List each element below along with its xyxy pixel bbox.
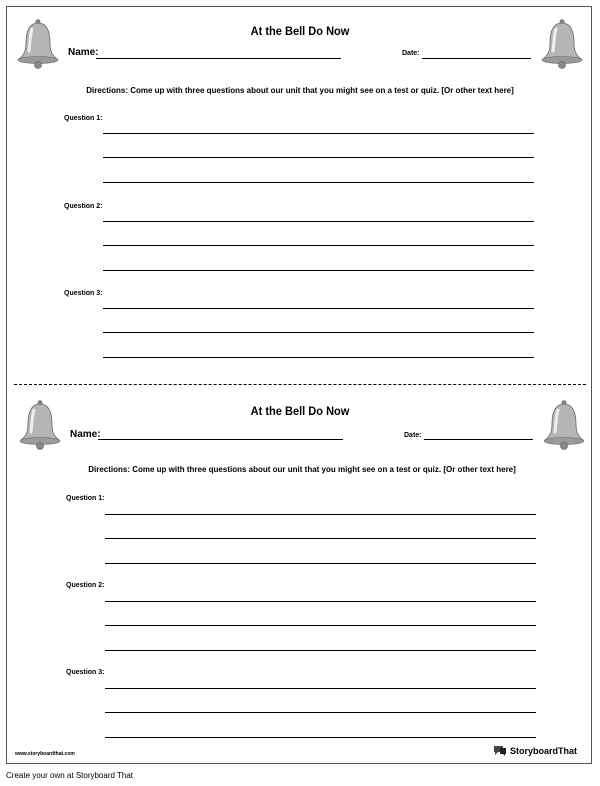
question-2-label: Question 2: bbox=[66, 582, 105, 589]
site-url: www.storyboardthat.com bbox=[15, 751, 75, 757]
answer-line[interactable] bbox=[105, 712, 536, 713]
answer-line[interactable] bbox=[103, 357, 534, 358]
cut-line-divider bbox=[14, 384, 586, 385]
question-2-label: Question 2: bbox=[64, 203, 103, 210]
answer-line[interactable] bbox=[105, 688, 536, 689]
brand-logo bbox=[493, 744, 577, 758]
answer-line[interactable] bbox=[103, 157, 534, 158]
name-field[interactable] bbox=[98, 439, 343, 440]
answer-line[interactable] bbox=[103, 245, 534, 246]
answer-line[interactable] bbox=[103, 270, 534, 271]
brand-name: StoryboardThat bbox=[510, 746, 578, 756]
worksheet-title: At the Bell Do Now bbox=[250, 404, 350, 418]
answer-line[interactable] bbox=[105, 563, 536, 564]
worksheet-title: At the Bell Do Now bbox=[250, 24, 350, 38]
speech-bubble-icon bbox=[493, 745, 507, 757]
answer-line[interactable] bbox=[103, 182, 534, 183]
name-label: Name: bbox=[68, 47, 99, 58]
answer-line[interactable] bbox=[105, 625, 536, 626]
answer-line[interactable] bbox=[103, 308, 534, 309]
directions-text: Directions: Come up with three questions about our unit that you might see on a test or quiz. [Or other text here] bbox=[86, 86, 514, 95]
answer-line[interactable] bbox=[105, 538, 536, 539]
question-3-label: Question 3: bbox=[66, 669, 105, 676]
question-1-label: Question 1: bbox=[64, 115, 103, 122]
date-field[interactable] bbox=[424, 439, 533, 440]
answer-line[interactable] bbox=[103, 332, 534, 333]
answer-line[interactable] bbox=[103, 133, 534, 134]
answer-line[interactable] bbox=[103, 221, 534, 222]
date-label: Date: bbox=[404, 432, 422, 439]
answer-line[interactable] bbox=[105, 514, 536, 515]
answer-line[interactable] bbox=[105, 650, 536, 651]
name-label: Name: bbox=[70, 429, 101, 440]
answer-line[interactable] bbox=[105, 737, 536, 738]
credit-text: Create your own at Storyboard That bbox=[6, 771, 134, 780]
answer-line[interactable] bbox=[105, 601, 536, 602]
question-3-label: Question 3: bbox=[64, 290, 103, 297]
name-field[interactable] bbox=[96, 58, 341, 59]
date-label: Date: bbox=[402, 50, 420, 57]
question-1-label: Question 1: bbox=[66, 495, 105, 502]
date-field[interactable] bbox=[422, 58, 531, 59]
directions-text: Directions: Come up with three questions about our unit that you might see on a test or quiz. [Or other text here] bbox=[88, 465, 516, 474]
